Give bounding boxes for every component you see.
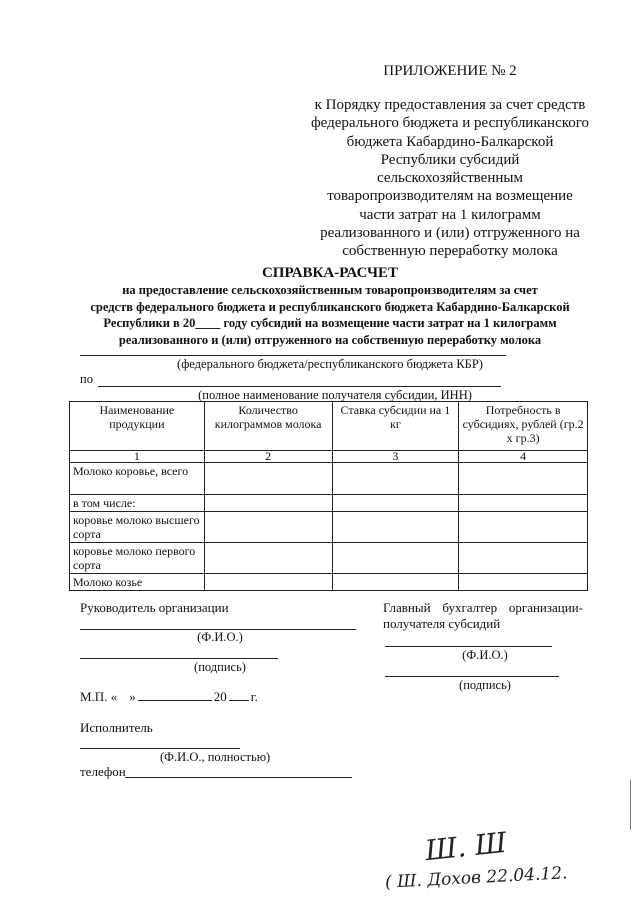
subtitle-line: на предоставление сельскохозяйственным товаропроизводителям за счет xyxy=(122,283,538,297)
phone-line[interactable] xyxy=(125,777,352,778)
head-sign-caption: (подпись) xyxy=(194,660,246,674)
table-cell[interactable] xyxy=(204,512,332,543)
budget-caption: (федерального бюджета/республиканского бюджета КБР) xyxy=(177,357,483,371)
table-cell[interactable] xyxy=(459,574,588,591)
header-need: Потребность в субсидиях, рублей (гр.2 х гр.3) xyxy=(459,402,588,451)
table-cell[interactable] xyxy=(332,574,459,591)
table-cell[interactable] xyxy=(332,543,459,574)
executor-label: Исполнитель xyxy=(80,720,153,735)
table-row xyxy=(70,574,588,591)
table-cell[interactable] xyxy=(204,463,332,495)
table-cell[interactable] xyxy=(459,463,588,495)
form-title: СПРАВКА-РАСЧЕТ xyxy=(261,265,399,281)
row-label: Молоко коровье, всего xyxy=(70,463,205,495)
table-row xyxy=(70,463,588,495)
head-label: Руководитель организации xyxy=(80,600,229,615)
accountant-sign-line[interactable] xyxy=(385,676,559,677)
subtitle-line: Республики в 20____ году субсидий на возмещение части затрат на 1 килограмм xyxy=(103,316,557,330)
scan-edge-mark xyxy=(630,780,631,830)
header-rate: Ставка субсидии на 1 кг xyxy=(332,402,459,451)
head-sign-line[interactable] xyxy=(80,658,278,659)
appendix-line: реализованного и (или) отгруженного на xyxy=(320,225,580,242)
stamp-mid: » xyxy=(129,689,136,704)
stamp-suffix: г. xyxy=(250,689,258,704)
col-number: 1 xyxy=(70,451,205,463)
table-row xyxy=(70,495,588,512)
header-product: Наименование продукции xyxy=(70,402,205,451)
table-cell[interactable] xyxy=(459,512,588,543)
recipient-prefix: по xyxy=(80,372,93,386)
table-number-row xyxy=(70,451,588,463)
stamp-label xyxy=(80,689,258,705)
handwritten-initials: Ш. Ш xyxy=(423,825,509,868)
table-cell[interactable] xyxy=(204,495,332,512)
table-row xyxy=(70,543,588,574)
date-year-line[interactable] xyxy=(229,700,249,701)
appendix-description xyxy=(295,96,605,261)
stamp-prefix: М.П. « xyxy=(80,689,118,704)
appendix-line: бюджета Кабардино-Балкарской xyxy=(346,133,554,150)
table-cell[interactable] xyxy=(459,495,588,512)
appendix-line: собственную переработку молока xyxy=(342,243,558,260)
executor-fio-line[interactable] xyxy=(80,748,240,749)
col-number: 4 xyxy=(459,451,588,463)
header-quantity: Количество килограммов молока xyxy=(204,402,332,451)
budget-line[interactable] xyxy=(80,355,506,356)
appendix-line: Республики субсидий xyxy=(380,151,520,168)
stamp-year: 20 xyxy=(213,689,227,704)
table-cell[interactable] xyxy=(332,512,459,543)
accountant-fio-line[interactable] xyxy=(385,646,552,647)
accountant-fio-caption: (Ф.И.О.) xyxy=(462,648,508,662)
row-label: коровье молоко первого сорта xyxy=(70,543,205,574)
table-cell[interactable] xyxy=(332,463,459,495)
table-row xyxy=(70,512,588,543)
recipient-line[interactable] xyxy=(98,386,501,387)
phone-label: телефон xyxy=(80,764,126,779)
subsidy-table xyxy=(69,401,588,591)
recipient-caption: (полное наименование получателя субсидии, ИНН) xyxy=(198,388,472,402)
row-label: Молоко козье xyxy=(70,574,205,591)
appendix-line: сельскохозяйственным xyxy=(377,170,523,187)
appendix-line: части затрат на 1 килограмм xyxy=(359,206,541,223)
table-header-row xyxy=(70,402,588,451)
date-month-line[interactable] xyxy=(138,700,212,701)
accountant-sign-caption: (подпись) xyxy=(459,678,511,692)
col-number: 2 xyxy=(204,451,332,463)
row-label: в том числе: xyxy=(70,495,205,512)
appendix-line: товаропроизводителям на возмещение xyxy=(327,188,573,205)
head-fio-caption: (Ф.И.О.) xyxy=(197,630,243,644)
table-cell[interactable] xyxy=(204,543,332,574)
executor-fio-caption: (Ф.И.О., полностью) xyxy=(160,750,271,764)
appendix-line: к Порядку предоставления за счет средств xyxy=(314,97,586,113)
table-cell[interactable] xyxy=(332,495,459,512)
col-number: 3 xyxy=(332,451,459,463)
row-label: коровье молоко высшего сорта xyxy=(70,512,205,543)
handwritten-signature: ( Ш. Дохов 22.04.12. xyxy=(384,863,568,893)
table-cell[interactable] xyxy=(459,543,588,574)
accountant-label: Главный бухгалтер организации-получателя субсидий xyxy=(383,600,583,631)
subtitle-line: средств федерального бюджета и республиканского бюджета Кабардино-Балкарской xyxy=(90,299,570,314)
table-cell[interactable] xyxy=(204,574,332,591)
subtitle-line: реализованного и (или) отгруженного на собственную переработку молока xyxy=(118,332,542,347)
appendix-line: федерального бюджета и республиканского xyxy=(310,115,590,132)
appendix-title: ПРИЛОЖЕНИЕ № 2 xyxy=(383,63,517,79)
form-subtitle xyxy=(60,282,600,348)
